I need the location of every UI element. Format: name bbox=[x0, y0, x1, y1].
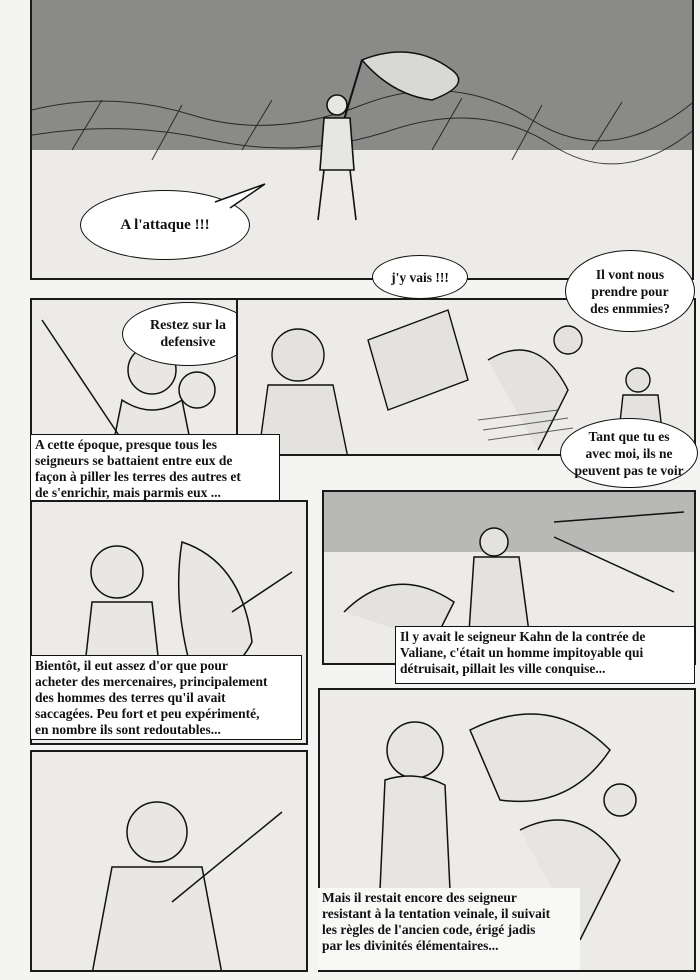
panel-lord bbox=[30, 750, 308, 972]
caption-kahn: Il y avait le seigneur Kahn de la contrée de Valiane, c'était un homme impitoyable qui détruisait, pillait les ville conquise... bbox=[395, 626, 695, 684]
caption-era: A cette époque, presque tous les seigneurs se battaient entre eux de façon à piller les terres des autres et de s'enrichir, mais parmis eux ... bbox=[30, 434, 280, 502]
speech-bubble-jyvais: j'y vais !!! bbox=[372, 255, 468, 299]
speech-bubble-defensive: Restez sur la defensive bbox=[122, 302, 254, 366]
speech-bubble-with-me: Tant que tu es avec moi, ils ne peuvent pas te voir bbox=[560, 418, 698, 488]
caption-mercenaries: Bientôt, il eut assez d'or que pour acheter des mercenaires, principalement des hommes des terres qu'il avait saccagées. Peu fort et peu expérimenté, en nombre ils sont redoutables... bbox=[30, 655, 302, 740]
caption-resist: Mais il restait encore des seigneur resistant à la tentation veinale, il suivait les règles de l'ancien code, érigé jadis par les divinités élémentaires... bbox=[318, 888, 580, 970]
speech-bubble-attack: A l'attaque !!! bbox=[80, 190, 250, 260]
speech-bubble-enemies: Il vont nous prendre pour des enmmies? bbox=[565, 250, 695, 332]
lord-drawing bbox=[32, 752, 308, 972]
speech-tail-attack bbox=[210, 182, 270, 212]
